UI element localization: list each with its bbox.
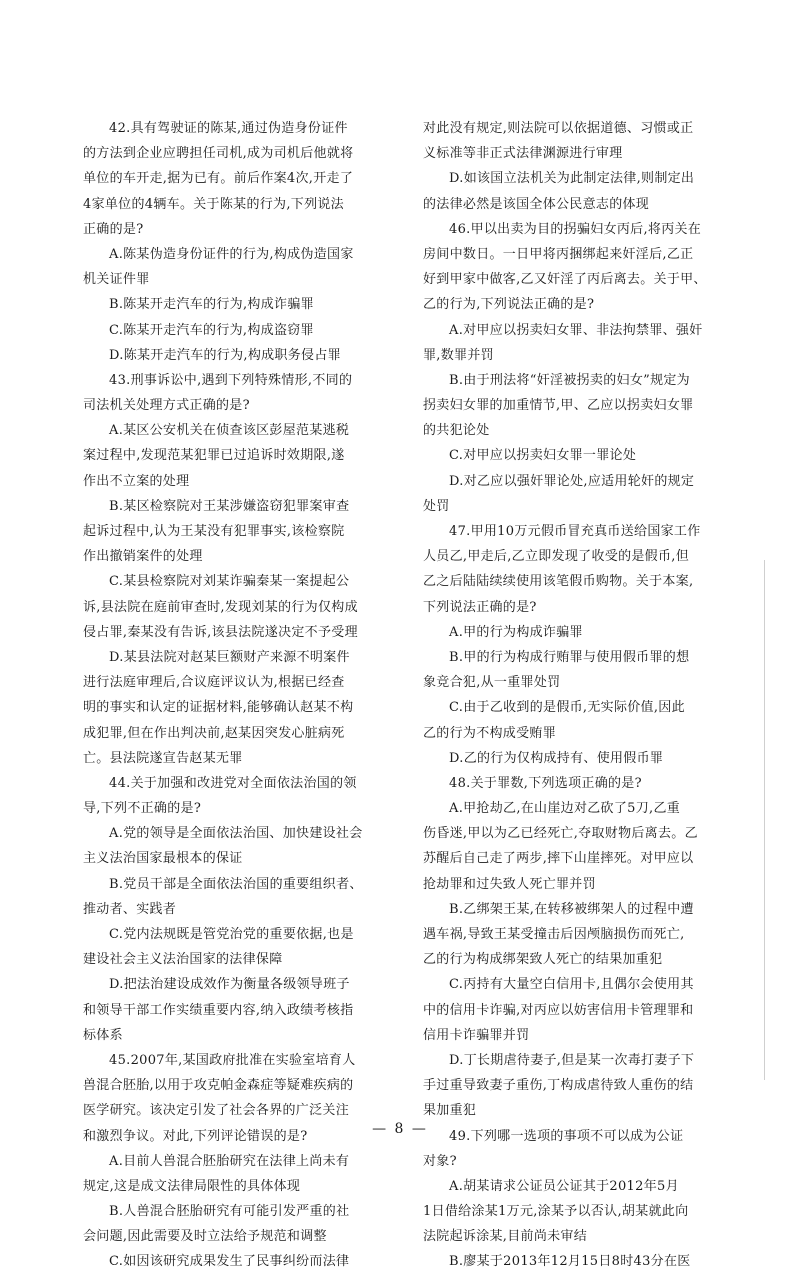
text-line: 作出不立案的处理 <box>83 473 190 489</box>
text-line: 义标准等非正式法律渊源进行审理 <box>423 146 623 162</box>
text-line: 43.刑事诉讼中,遇到下列特殊情形,不同的 <box>109 372 353 388</box>
right-column <box>423 116 748 1275</box>
text-line: 好到甲家中做客,乙又奸淫了丙后离去。关于甲、 <box>423 272 707 288</box>
text-line: 人员乙,甲走后,乙立即发现了收受的是假币,但 <box>423 549 689 565</box>
text-line: 遇车祸,导致王某受撞击后因颅脑损伤而死亡, <box>423 927 685 942</box>
text-line: 明的事实和认定的证据材料,能够确认赵某不构 <box>83 700 354 716</box>
text-line: 亡。县法院遂宣告赵某无罪 <box>83 750 243 766</box>
text-line: 兽混合胚胎,以用于攻克帕金森症等疑难疾病的 <box>83 1078 354 1094</box>
text-line: B.陈某开走汽车的行为,构成诈骗罪 <box>109 297 314 313</box>
text-line: 1日借给涂某1万元,涂某予以否认,胡某就此向 <box>423 1204 689 1220</box>
text-line: 司法机关处理方式正确的是? <box>83 398 250 414</box>
text-line: 49.下列哪一选项的事项不可以成为公证 <box>449 1128 684 1144</box>
text-line: 手过重导致妻子重伤,丁构成虐待致人重伤的结 <box>423 1078 694 1094</box>
text-line: 规定,这是成文法律局限性的具体体现 <box>83 1178 301 1194</box>
text-line: 推动者、实践者 <box>83 901 177 917</box>
text-line: B.某区检察院对王某涉嫌盗窃犯罪案审查 <box>109 498 350 514</box>
text-line: 和领导干部工作实绩重要内容,纳入政绩考核指 <box>83 1002 354 1018</box>
text-line: 诉,县法院在庭前审查时,发现刘某的行为仅构成 <box>83 599 358 615</box>
text-line: C.如因该研究成果发生了民事纠纷而法律 <box>109 1254 350 1270</box>
text-line: 机关证件罪 <box>83 272 150 288</box>
text-line: 抢劫罪和过失致人死亡罪并罚 <box>423 876 596 892</box>
page-number: — 8 — <box>372 1121 428 1137</box>
text-line: 象竞合犯,从一重罪处罚 <box>423 675 561 691</box>
text-line: 44.关于加强和改进党对全面依法治国的领 <box>109 775 357 791</box>
text-line: 42.具有驾驶证的陈某,通过伪造身份证件 <box>109 121 348 136</box>
text-line: D.如该国立法机关为此制定法律,则制定出 <box>449 171 695 187</box>
text-line: 乙的行为构成绑架致人死亡的结果加重犯 <box>423 952 663 968</box>
text-line: 苏醒后自己走了两步,摔下山崖摔死。对甲应以 <box>423 851 694 867</box>
text-line: B.甲的行为构成行贿罪与使用假币罪的想 <box>449 649 690 665</box>
text-line: 48.关于罪数,下列选项正确的是? <box>449 775 642 791</box>
text-line: B.乙绑架王某,在转移被绑架人的过程中遭 <box>449 901 694 917</box>
text-line: D.某县法院对赵某巨额财产来源不明案件 <box>109 649 350 665</box>
text-line: 中的信用卡诈骗,对丙应以妨害信用卡管理罪和 <box>423 1002 694 1018</box>
text-line: 伤昏迷,甲以为乙已经死亡,夺取财物后离去。乙 <box>423 826 698 842</box>
text-line: A.某区公安机关在侦查该区彭屋范某逃税 <box>109 423 350 439</box>
text-line: 和激烈争议。对此,下列评论错误的是? <box>83 1128 308 1144</box>
text-line: 房间中数日。一日甲将丙捆绑起来奸淫后,乙正 <box>423 246 694 262</box>
text-line: C.丙持有大量空白信用卡,且偶尔会使用其 <box>449 977 694 993</box>
text-line: 46.甲以出卖为目的拐骗妇女丙后,将丙关在 <box>449 221 702 237</box>
text-line: D.乙的行为仅构成持有、使用假币罪 <box>449 750 664 766</box>
text-line: 作出撤销案件的处理 <box>83 549 203 565</box>
text-line: 的方法到企业应聘担任司机,成为司机后他就将 <box>83 146 354 162</box>
text-line: 建设社会主义法治国家的法律保障 <box>83 952 283 968</box>
text-line: 处罚 <box>423 498 450 514</box>
text-line: 对象? <box>423 1153 457 1169</box>
text-line: 主义法治国家最根本的保证 <box>83 851 243 867</box>
text-line: B.人兽混合胚胎研究有可能引发严重的社 <box>109 1204 350 1220</box>
text-line: A.甲抢劫乙,在山崖边对乙砍了5刀,乙重 <box>449 801 681 817</box>
text-line: 4家单位的4辆车。关于陈某的行为,下列说法 <box>83 196 344 212</box>
text-line: C.党内法规既是管党治党的重要依据,也是 <box>109 927 354 942</box>
text-line: C.陈某开走汽车的行为,构成盗窃罪 <box>109 322 314 338</box>
text-line: D.丁长期虐待妻子,但是某一次毒打妻子下 <box>449 1052 695 1068</box>
text-line: 法院起诉涂某,目前尚未审结 <box>423 1229 588 1245</box>
left-column <box>83 116 408 1275</box>
text-line: 会问题,因此需要及时立法给予规范和调整 <box>83 1229 327 1245</box>
text-line: 进行法庭审理后,合议庭评议认为,根据已经查 <box>83 675 345 691</box>
text-line: A.胡某请求公证员公证其于2012年5月 <box>449 1178 679 1194</box>
text-line: 对此没有规定,则法院可以依据道德、习惯或正 <box>423 121 694 136</box>
text-line: 侵占罪,秦某没有告诉,该县法院遂决定不予受理 <box>83 624 358 640</box>
text-line: 案过程中,发现范某犯罪已过追诉时效期限,遂 <box>83 448 345 464</box>
text-line: D.对乙应以强奸罪论处,应适用轮奸的规定 <box>449 473 695 489</box>
text-line: 标体系 <box>83 1027 123 1043</box>
text-line: 医学研究。该决定引发了社会各界的广泛关注 <box>83 1103 350 1119</box>
text-line: C.对甲应以拐卖妇女罪一罪论处 <box>449 448 637 464</box>
text-line: 下列说法正确的是? <box>423 599 537 615</box>
text-line: A.党的领导是全面依法治国、加快建设社会 <box>109 826 363 842</box>
text-line: 起诉过程中,认为王某没有犯罪事实,该检察院 <box>83 524 345 539</box>
text-line: 导,下列不正确的是? <box>83 801 202 817</box>
binding-margin-line <box>764 560 765 1080</box>
text-line: 信用卡诈骗罪并罚 <box>423 1027 530 1043</box>
text-line: 47.甲用10万元假币冒充真币送给国家工作 <box>449 524 701 539</box>
text-line: A.对甲应以拐卖妇女罪、非法拘禁罪、强奸 <box>449 322 703 338</box>
text-line: 成犯罪,但在作出判决前,赵某因突发心脏病死 <box>83 725 345 741</box>
text-line: B.由于刑法将“奸淫被拐卖的妇女”规定为 <box>449 372 690 388</box>
text-line: 的法律必然是该国全体公民意志的体现 <box>423 196 650 212</box>
text-line: B.党员干部是全面依法治国的重要组织者、 <box>109 876 363 892</box>
text-line: 的共犯论处 <box>423 423 490 439</box>
text-line: 45.2007年,某国政府批准在实验室培育人 <box>109 1052 356 1068</box>
text-line: A.目前人兽混合胚胎研究在法律上尚未有 <box>109 1153 350 1169</box>
text-line: 乙的行为不构成受贿罪 <box>423 725 557 741</box>
text-line: B.廖某于2013年12月15日8时43分在医 <box>449 1254 691 1270</box>
text-line: 拐卖妇女罪的加重情节,甲、乙应以拐卖妇女罪 <box>423 398 694 414</box>
text-line: 果加重犯 <box>423 1103 477 1119</box>
text-line: 正确的是? <box>83 221 144 237</box>
text-line: 乙的行为,下列说法正确的是? <box>423 297 595 313</box>
text-line: A.陈某伪造身份证件的行为,构成伪造国家 <box>109 246 354 262</box>
text-line: 乙之后陆陆续续使用该笔假币购物。关于本案, <box>423 574 694 590</box>
text-line: 罪,数罪并罚 <box>423 347 494 363</box>
text-line: A.甲的行为构成诈骗罪 <box>449 624 583 640</box>
text-line: 单位的车开走,据为已有。前后作案4次,开走了 <box>83 171 354 187</box>
text-line: D.陈某开走汽车的行为,构成职务侵占罪 <box>109 347 341 363</box>
text-line: D.把法治建设成效作为衡量各级领导班子 <box>109 977 350 993</box>
text-line: C.某县检察院对刘某诈骗秦某一案提起公 <box>109 574 350 590</box>
text-line: C.由于乙收到的是假币,无实际价值,因此 <box>449 700 685 716</box>
